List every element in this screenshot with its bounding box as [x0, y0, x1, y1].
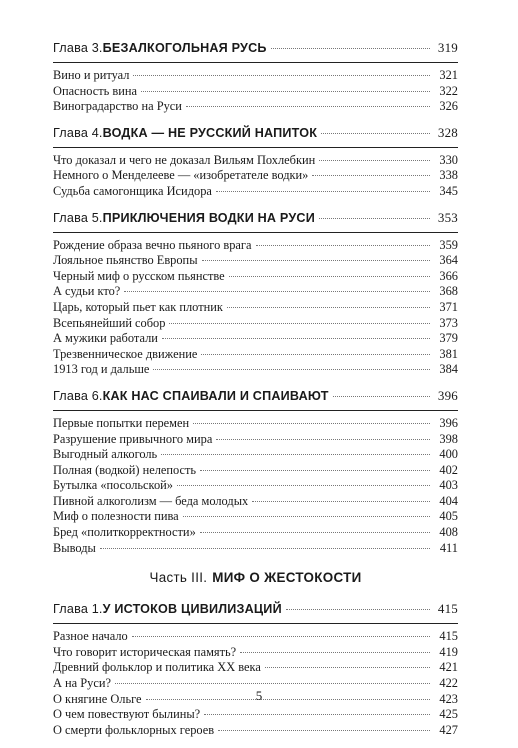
entry-page: 366: [439, 268, 458, 283]
entry-title: Полная (водкой) нелепость: [53, 462, 197, 477]
entry-title: Лояльное пьянство Европы: [53, 253, 198, 268]
toc-entry: [53, 99, 458, 115]
chapter-heading: [53, 601, 458, 617]
entry-title: О смерти фольклорных героев: [53, 722, 215, 737]
entry-title: Первые попытки перемен: [53, 415, 190, 430]
dot-leader: [202, 260, 430, 261]
chapters-group: [53, 601, 458, 738]
dot-leader: [201, 354, 430, 355]
chapter-divider: [53, 623, 458, 624]
entry-title: Опасность вина: [53, 83, 137, 98]
entry-page: 403: [439, 478, 458, 493]
entry-page: 381: [439, 346, 458, 361]
dot-leader: [193, 423, 430, 424]
toc-entry: [53, 478, 458, 494]
chapter-title: КАК НАС СПАИВАЛИ И СПАИВАЮТ: [102, 388, 329, 403]
dot-leader: [115, 683, 430, 684]
dot-leader: [240, 652, 430, 653]
toc-entry: [53, 184, 458, 200]
dot-leader: [183, 516, 430, 517]
entry-page: 368: [439, 284, 458, 299]
entry-page: 330: [439, 152, 458, 167]
chapter-page: 353: [437, 209, 458, 225]
dot-leader: [252, 501, 430, 502]
entry-page: 408: [439, 525, 458, 540]
entry-page: 322: [439, 83, 458, 98]
entry-page: 379: [439, 331, 458, 346]
entry-title: Немного о Менделееве — «изобретателе водки»: [53, 168, 309, 183]
chapter-label: Глава 5.: [53, 210, 103, 225]
toc-entry: [53, 362, 458, 378]
part-title: МИФ О ЖЕСТОКОСТИ: [212, 570, 362, 586]
entry-page: 427: [439, 722, 458, 737]
entry-title: Разное начало: [53, 629, 128, 644]
part-heading: [53, 570, 458, 585]
chapter-block: [53, 125, 458, 200]
toc-entry: [53, 432, 458, 448]
chapters-group: [53, 40, 458, 556]
entry-page: 398: [439, 431, 458, 446]
table-of-contents: [53, 40, 458, 748]
entry-page: 411: [439, 540, 458, 555]
entry-page: 359: [439, 237, 458, 252]
toc-entry: [53, 153, 458, 169]
dot-leader: [216, 439, 430, 440]
chapter-label: Глава 1.: [53, 602, 103, 617]
chapter-block: [53, 40, 458, 115]
dot-leader: [218, 730, 430, 731]
chapter-heading: [53, 210, 458, 226]
toc-entry: [53, 253, 458, 269]
entry-page: 423: [439, 691, 458, 706]
toc-entry: [53, 447, 458, 463]
chapter-page: 415: [437, 601, 458, 617]
chapter-block: [53, 601, 458, 738]
entry-page: 415: [439, 629, 458, 644]
dot-leader: [265, 667, 430, 668]
dot-leader: [204, 714, 430, 715]
toc-entry: [53, 707, 458, 723]
entry-title: Пивной алкоголизм — беда молодых: [53, 493, 249, 508]
dot-leader: [153, 369, 430, 370]
entry-title: Рождение образа вечно пьяного врага: [53, 237, 252, 252]
chapter-divider: [53, 62, 458, 63]
entry-title: Всепьянейший собор: [53, 315, 166, 330]
chapter-page: 328: [437, 124, 458, 140]
entry-title: Миф о полезности пива: [53, 509, 179, 524]
entry-title: Выводы: [53, 540, 96, 555]
entry-title: Выгодный алкоголь: [53, 447, 158, 462]
entry-title: А мужики работали: [53, 331, 158, 346]
dot-leader: [256, 245, 430, 246]
toc-entry: [53, 284, 458, 300]
dot-leader: [286, 609, 430, 610]
dot-leader: [186, 106, 430, 107]
chapter-label: Глава 3.: [53, 41, 103, 55]
entry-page: 425: [439, 707, 458, 722]
dot-leader: [319, 160, 430, 161]
entry-title: А судьи кто?: [53, 284, 121, 299]
toc-entry: [53, 645, 458, 661]
chapter-page: 319: [437, 40, 458, 55]
dot-leader: [312, 175, 430, 176]
chapter-title: ВОДКА — НЕ РУССКИЙ НАПИТОК: [102, 125, 318, 140]
chapter-page: 396: [437, 387, 458, 403]
toc-entry: [53, 463, 458, 479]
entry-title: А на Руси?: [53, 676, 111, 691]
entry-title: Бред «политкорректности»: [53, 525, 196, 540]
entry-page: 422: [439, 676, 458, 691]
toc-entry: [53, 347, 458, 363]
toc-entry: [53, 84, 458, 100]
toc-entry: [53, 168, 458, 184]
entry-page: 421: [439, 660, 458, 675]
dot-leader: [200, 470, 430, 471]
entry-title: Древний фольклор и политика XX века: [53, 660, 261, 675]
toc-entry: [53, 660, 458, 676]
dot-leader: [319, 218, 430, 219]
entry-page: 364: [439, 253, 458, 268]
entry-title: Что доказал и чего не доказал Вильям Похлебкин: [53, 152, 316, 167]
entry-page: 338: [439, 168, 458, 183]
dot-leader: [141, 91, 430, 92]
entry-title: 1913 год и дальше: [53, 362, 150, 377]
chapter-title: У ИСТОКОВ ЦИВИЛИЗАЦИЙ: [102, 602, 282, 617]
chapter-block: [53, 210, 458, 378]
entry-title: Бутылка «посольской»: [53, 478, 173, 493]
chapter-title: БЕЗАЛКОГОЛЬНАЯ РУСЬ: [102, 41, 267, 55]
entry-page: 373: [439, 315, 458, 330]
dot-leader: [133, 75, 430, 76]
chapter-label: Глава 4.: [53, 125, 103, 140]
entry-title: Разрушение привычного мира: [53, 431, 213, 446]
dot-leader: [333, 396, 430, 397]
entry-page: 402: [439, 462, 458, 477]
toc-entry: [53, 541, 458, 557]
toc-entry: [53, 509, 458, 525]
dot-leader: [169, 323, 430, 324]
entry-page: 400: [439, 447, 458, 462]
dot-leader: [321, 133, 430, 134]
part-label: Часть III.: [149, 570, 208, 586]
toc-entry: [53, 68, 458, 84]
chapter-heading: [53, 40, 458, 56]
dot-leader: [216, 191, 430, 192]
entry-page: 326: [439, 99, 458, 114]
toc-entry: [53, 331, 458, 347]
chapter-label: Глава 6.: [53, 388, 103, 403]
dot-leader: [177, 485, 430, 486]
chapter-divider: [53, 147, 458, 148]
entry-title: Царь, который пьет как плотник: [53, 299, 223, 314]
toc-entry: [53, 494, 458, 510]
dot-leader: [200, 532, 430, 533]
chapter-title: ПРИКЛЮЧЕНИЯ ВОДКИ НА РУСИ: [102, 210, 315, 225]
dot-leader: [124, 291, 430, 292]
chapter-heading: [53, 125, 458, 141]
dot-leader: [162, 338, 430, 339]
toc-entry: [53, 316, 458, 332]
entry-page: 405: [439, 509, 458, 524]
toc-entry: [53, 300, 458, 316]
dot-leader: [100, 548, 430, 549]
entry-page: 321: [439, 68, 458, 82]
chapter-divider: [53, 232, 458, 233]
dot-leader: [271, 48, 430, 49]
toc-entry: [53, 723, 458, 739]
toc-entry: [53, 629, 458, 645]
chapter-block: [53, 388, 458, 556]
entry-title: Вино и ритуал: [53, 68, 130, 82]
toc-entry: [53, 416, 458, 432]
entry-title: О чем повествуют былины?: [53, 707, 201, 722]
entry-title: Трезвенническое движение: [53, 346, 198, 361]
page-number: 5: [255, 688, 263, 703]
entry-page: 404: [439, 493, 458, 508]
dot-leader: [161, 454, 430, 455]
entry-page: 345: [439, 183, 458, 198]
toc-entry: [53, 238, 458, 254]
entry-page: 371: [439, 299, 458, 314]
dot-leader: [227, 307, 430, 308]
dot-leader: [132, 636, 430, 637]
entry-title: Черный миф о русском пьянстве: [53, 268, 225, 283]
toc-entry: [53, 525, 458, 541]
entry-page: 396: [439, 415, 458, 430]
entry-page: 419: [439, 644, 458, 659]
chapter-divider: [53, 410, 458, 411]
entry-title: Что говорит историческая память?: [53, 644, 237, 659]
chapter-heading: [53, 388, 458, 404]
entry-title: Виноградарство на Руси: [53, 99, 182, 114]
dot-leader: [229, 276, 430, 277]
entry-page: 384: [439, 362, 458, 377]
entry-title: Судьба самогонщика Исидора: [53, 183, 212, 198]
toc-entry: [53, 269, 458, 285]
entry-title: О княгине Ольге: [53, 691, 142, 706]
